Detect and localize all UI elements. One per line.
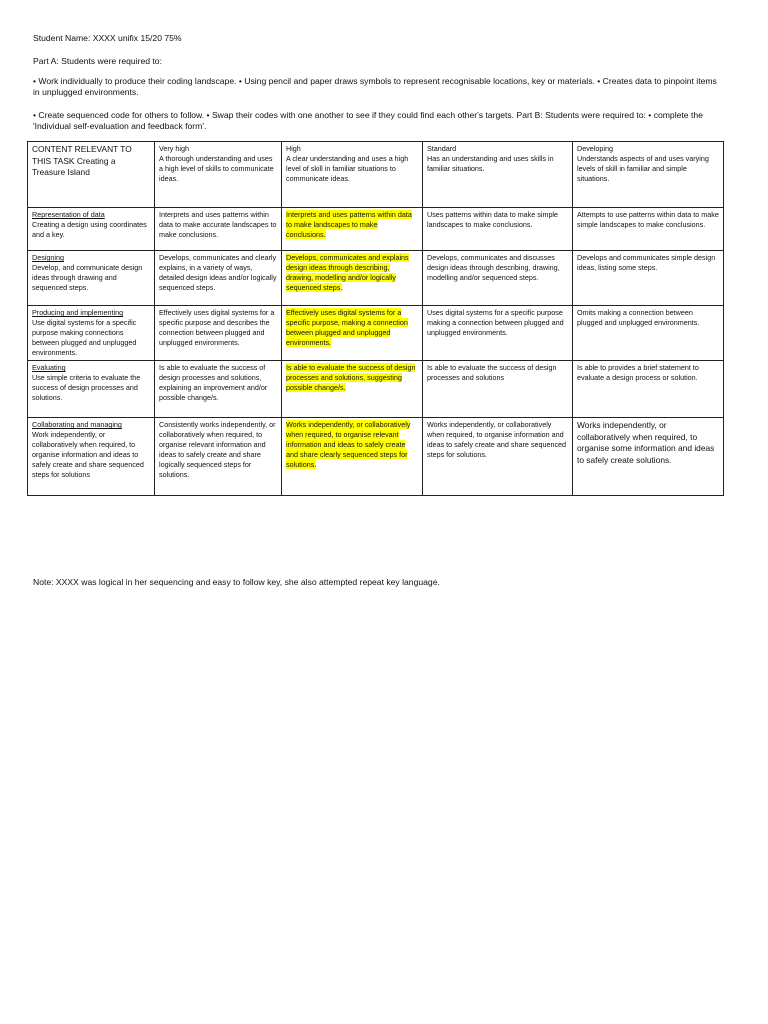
- header-cell-very-high: [155, 142, 282, 208]
- bullet-paragraph-2: • Create sequenced code for others to follow. • Swap their codes with one another to see if they could find each other's targets. Part B: Students were required to: • complete the 'Individual self-evaluation and feedback form'.: [33, 110, 703, 131]
- criterion-title: Evaluating: [32, 363, 66, 372]
- table-row: [28, 361, 724, 418]
- criterion-cell: [28, 251, 155, 306]
- descriptor-text: Uses patterns within data to make simple landscapes to make conclusions.: [427, 210, 559, 229]
- highlighted-descriptor: Develops, communicates and explains design ideas through describing, drawing, modelling and/or logically sequenced steps.: [286, 253, 409, 292]
- descriptor-text: Develops, communicates and clearly explains, in a variety of ways, detailed design ideas and/or logically sequenced steps.: [159, 253, 277, 292]
- criterion-title: Representation of data: [32, 210, 105, 219]
- developing-cell: [573, 361, 724, 418]
- criterion-title: Designing: [32, 253, 64, 262]
- part-a-heading: Part A: Students were required to:: [33, 56, 162, 66]
- very-high-cell: [155, 251, 282, 306]
- header-title: High: [286, 144, 301, 153]
- table-row: [28, 306, 724, 361]
- header-cell-high: [282, 142, 423, 208]
- descriptor-text: Is able to evaluate the success of design processes and solutions, explaining an improvement and/or possible change/s.: [159, 363, 268, 402]
- high-cell: [282, 208, 423, 251]
- highlighted-descriptor: Effectively uses digital systems for a specific purpose, making a connection between plugged and unplugged environments.: [286, 308, 408, 347]
- developing-cell: [573, 251, 724, 306]
- criterion-cell: [28, 418, 155, 496]
- criterion-description: Work independently, or collaboratively when required, to organise information and ideas to safely create and share sequenced steps for solutions: [32, 430, 144, 479]
- criterion-title: Producing and implementing: [32, 308, 124, 317]
- criterion-description: Use digital systems for a specific purpose making connections between plugged and unplugged environments.: [32, 318, 137, 357]
- table-row: [28, 418, 724, 496]
- criterion-title: Collaborating and managing: [32, 420, 122, 429]
- very-high-cell: [155, 306, 282, 361]
- descriptor-text: Effectively uses digital systems for a specific purpose and describes the connection between plugged and unplugged environments.: [159, 308, 275, 347]
- criterion-cell: [28, 306, 155, 361]
- highlighted-descriptor: Is able to evaluate the success of design processes and solutions, suggesting possible change/s.: [286, 363, 416, 392]
- high-cell: [282, 251, 423, 306]
- descriptor-text: Interprets and uses patterns within data to make accurate landscapes to make conclusions.: [159, 210, 277, 239]
- high-cell: [282, 418, 423, 496]
- descriptor-text: Develops and communicates simple design ideas, listing some steps.: [577, 253, 716, 272]
- header-body: Has an understanding and uses skills in familiar situations.: [427, 154, 554, 173]
- highlighted-descriptor: Interprets and uses patterns within data to make landscapes to make conclusions.: [286, 210, 412, 239]
- criterion-cell: [28, 361, 155, 418]
- teacher-note: Note: XXXX was logical in her sequencing and easy to follow key, she also attempted repeat key language.: [33, 577, 440, 587]
- descriptor-text: Works independently, or collaboratively when required, to organise information and ideas to safely create and share sequenced steps for solutions.: [427, 420, 567, 459]
- descriptor-text: Consistently works independently, or collaboratively when required, to organise relevant information and ideas to safely create and share logically sequenced steps for solutions.: [159, 420, 276, 479]
- criterion-description: Use simple criteria to evaluate the success of design processes and solutions.: [32, 373, 141, 402]
- descriptor-text: Is able to provides a brief statement to evaluate a design process or solution.: [577, 363, 699, 382]
- header-body: Understands aspects of and uses varying levels of skill in familiar and simple situations.: [577, 154, 709, 183]
- header-title: CONTENT RELEVANT TO THIS TASK Creating a Treasure Island: [32, 144, 132, 177]
- criterion-cell: [28, 208, 155, 251]
- highlighted-descriptor: Works independently, or collaboratively when required, to organise relevant information and ideas to safely create and share clearly sequenced steps for solutions.: [286, 420, 411, 469]
- descriptor-text: Uses digital systems for a specific purpose making a connection between plugged and unplugged environments.: [427, 308, 564, 337]
- header-cell-standard: [423, 142, 573, 208]
- standard-cell: [423, 208, 573, 251]
- student-name-value: XXXX unifix 15/20 75%: [92, 33, 182, 43]
- very-high-cell: [155, 361, 282, 418]
- header-body: A thorough understanding and uses a high level of skills to communicate ideas.: [159, 154, 274, 183]
- high-cell: [282, 306, 423, 361]
- standard-cell: [423, 418, 573, 496]
- header-cell-developing: [573, 142, 724, 208]
- descriptor-text: Omits making a connection between plugged and unplugged environments.: [577, 308, 700, 327]
- descriptor-text: Is able to evaluate the success of design processes and solutions: [427, 363, 557, 382]
- descriptor-text: Develops, communicates and discusses design ideas through describing, drawing, modelling and/or sequenced steps.: [427, 253, 560, 282]
- header-title: Very high: [159, 144, 189, 153]
- descriptor-text: Works independently, or collaboratively when required, to organise some information and ideas to safely create solutions.: [577, 420, 715, 465]
- very-high-cell: [155, 208, 282, 251]
- developing-cell: [573, 418, 724, 496]
- developing-cell: [573, 306, 724, 361]
- standard-cell: [423, 251, 573, 306]
- header-cell-content: [28, 142, 155, 208]
- high-cell: [282, 361, 423, 418]
- rubric-header-row: [28, 142, 724, 208]
- table-row: [28, 251, 724, 306]
- developing-cell: [573, 208, 724, 251]
- student-name-line: [33, 33, 182, 44]
- header-title: Standard: [427, 144, 457, 153]
- student-name-label: Student Name:: [33, 33, 91, 43]
- rubric-table: [27, 141, 724, 496]
- header-body: A clear understanding and uses a high level of skill in familiar situations to communicate ideas.: [286, 154, 409, 183]
- bullet-paragraph-1: • Work individually to produce their coding landscape. • Using pencil and paper draws symbols to represent recognisable locations, key or materials. • Creates data to pinpoint items in unplugged environments.: [33, 76, 717, 97]
- header-title: Developing: [577, 144, 613, 153]
- standard-cell: [423, 361, 573, 418]
- very-high-cell: [155, 418, 282, 496]
- criterion-description: Develop, and communicate design ideas through drawing and sequenced steps.: [32, 263, 143, 292]
- table-row: [28, 208, 724, 251]
- criterion-description: Creating a design using coordinates and a key.: [32, 220, 147, 239]
- descriptor-text: Attempts to use patterns within data to make simple landscapes to make conclusions.: [577, 210, 719, 229]
- standard-cell: [423, 306, 573, 361]
